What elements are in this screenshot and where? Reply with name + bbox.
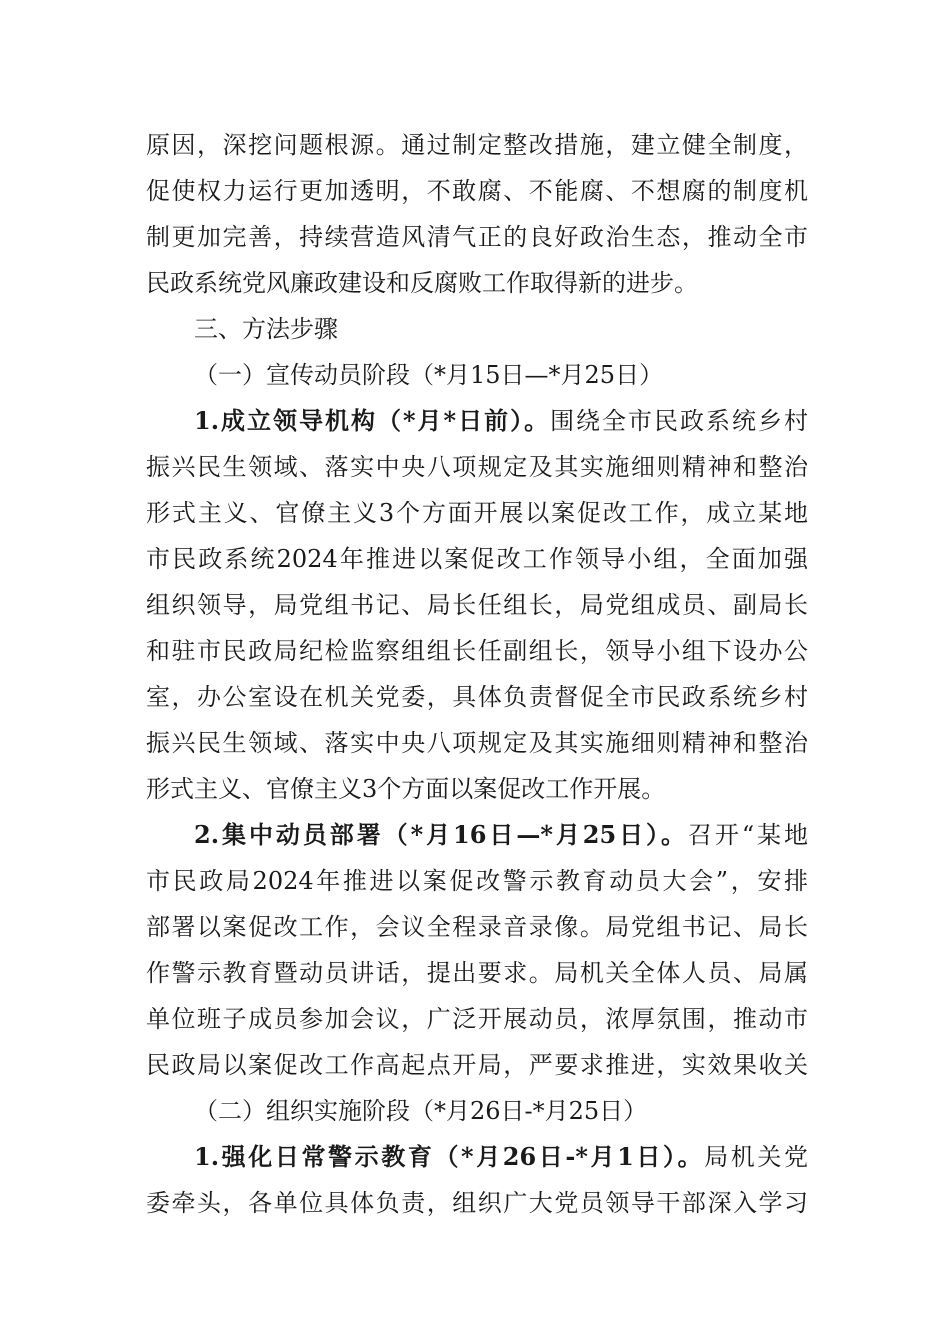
text-line: 振兴民生领域、落实中央八项规定及其实施细则精神和整治 bbox=[146, 729, 808, 757]
subsection-heading-2: （二）组织实施阶段（*月26日-*月25日） bbox=[194, 1097, 648, 1125]
text-line: 单位班子成员参加会议，广泛开展动员，浓厚氛围，推动市 bbox=[146, 1005, 808, 1033]
item-1-title: 1.成立领导机构（*月*日前）。 bbox=[194, 406, 551, 435]
item-2-paragraph bbox=[146, 812, 808, 1088]
subsection-heading-1: （一）宣传动员阶段（*月15日—*月25日） bbox=[194, 361, 664, 389]
text-line: 和驻市民政局纪检监察组组长任副组长，领导小组下设办公 bbox=[146, 637, 808, 665]
text-line bbox=[146, 812, 808, 858]
text-line: 组织领导，局党组书记、局长任组长，局党组成员、副局长 bbox=[146, 591, 808, 619]
item-2-title: 2.集中动员部署（*月16日—*月25日）。 bbox=[194, 820, 688, 849]
text-line: 制更加完善，持续营造风清气正的良好政治生态，推动全市 bbox=[146, 223, 808, 251]
text-line: 市民政系统2024年推进以案促改工作领导小组，全面加强 bbox=[146, 545, 808, 573]
text-line: 振兴民生领域、落实中央八项规定及其实施细则精神和整治 bbox=[146, 453, 808, 481]
text-line bbox=[146, 1134, 808, 1180]
intro-paragraph bbox=[146, 122, 808, 306]
item-1-first-text: 围绕全市民政系统乡村 bbox=[550, 407, 809, 435]
text-line: 民政局以案促改工作高起点开局，严要求推进，实效果收关 bbox=[146, 1051, 808, 1079]
text-line: 市民政局2024年推进以案促改警示教育动员大会”，安排 bbox=[146, 867, 808, 895]
item-2-first-text: 召开“某地 bbox=[687, 821, 808, 849]
item-1-paragraph bbox=[146, 398, 808, 812]
text-line: 民政系统党风廉政建设和反腐败工作取得新的进步。 bbox=[146, 269, 698, 297]
text-line: 原因，深挖问题根源。通过制定整改措施，建立健全制度， bbox=[146, 131, 808, 159]
text-line: 促使权力运行更加透明，不敢腐、不能腐、不想腐的制度机 bbox=[146, 177, 808, 205]
section-heading-3: 三、方法步骤 bbox=[194, 315, 338, 343]
text-line: 部署以案促改工作，会议全程录音录像。局党组书记、局长 bbox=[146, 913, 808, 941]
item-3-paragraph bbox=[146, 1134, 808, 1226]
text-line: 室，办公室设在机关党委，具体负责督促全市民政系统乡村 bbox=[146, 683, 808, 711]
item-3-first-text: 局机关党 bbox=[704, 1143, 809, 1171]
document-page bbox=[146, 122, 808, 1226]
text-line: 作警示教育暨动员讲话，提出要求。局机关全体人员、局属 bbox=[146, 959, 808, 987]
text-line: 形式主义、官僚主义3个方面开展以案促改工作，成立某地 bbox=[146, 499, 808, 527]
text-line: 形式主义、官僚主义3个方面以案促改工作开展。 bbox=[146, 775, 666, 803]
item-3-title: 1.强化日常警示教育（*月26日-*月1日）。 bbox=[194, 1142, 705, 1171]
text-line bbox=[146, 398, 808, 444]
text-line: 委牵头，各单位具体负责，组织广大党员领导干部深入学习 bbox=[146, 1189, 808, 1217]
